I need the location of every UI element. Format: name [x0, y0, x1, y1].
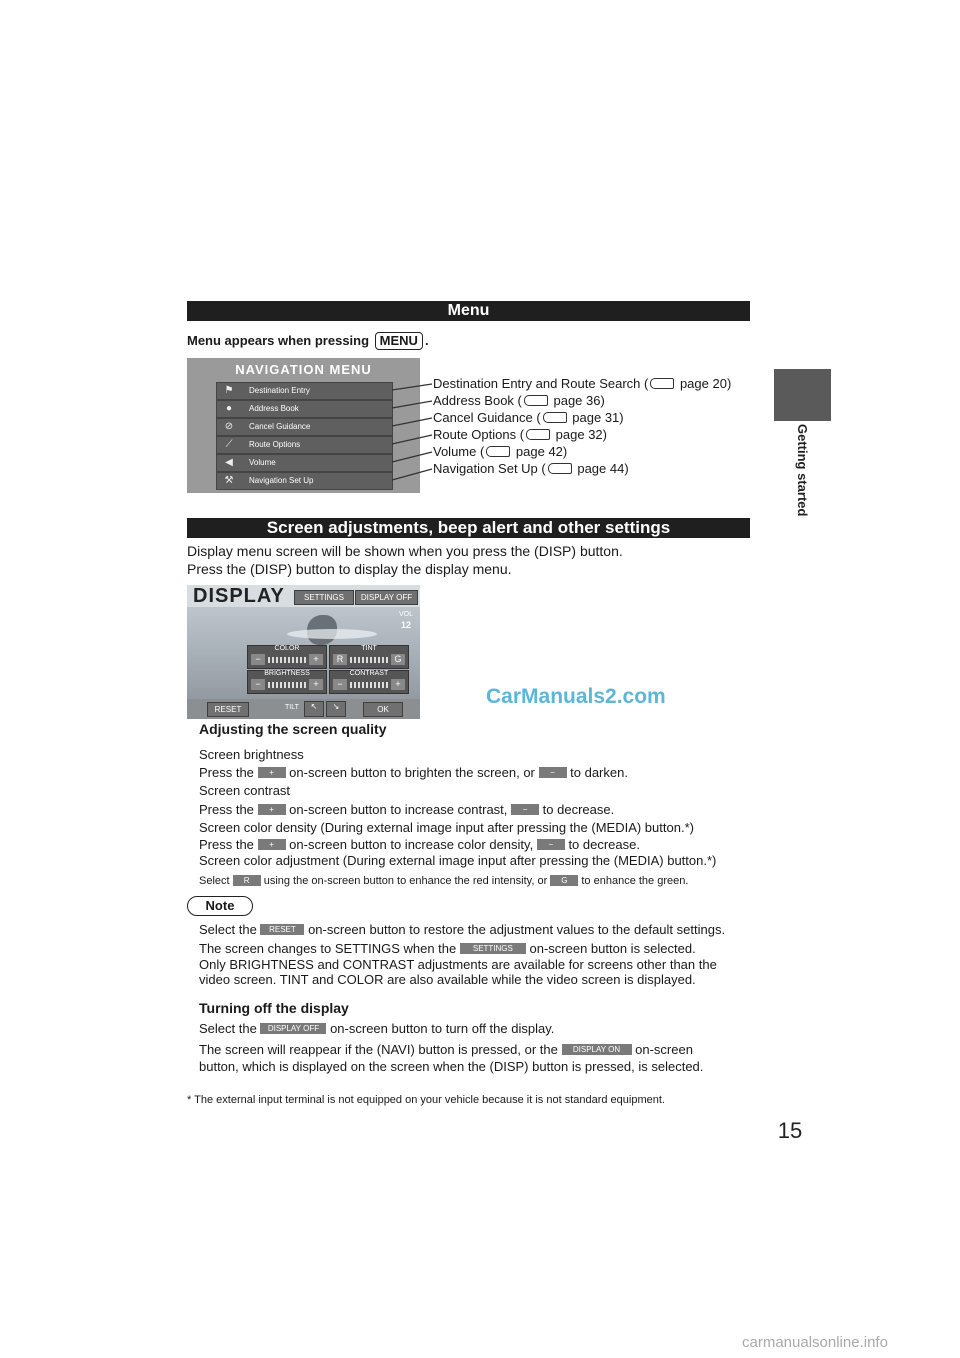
- menu-key-icon: MENU: [375, 332, 423, 350]
- nav-item-cancel-guidance: ⊘ Cancel Guidance: [216, 418, 393, 436]
- menu-intro: Menu appears when pressing MENU .: [187, 333, 429, 348]
- display-intro-line2: Press the (DISP) button to display the display menu.: [187, 561, 512, 577]
- density-title: Screen color density (During external image input after pressing the (MEDIA) button.*): [199, 820, 694, 835]
- navigation-menu-screenshot: [187, 358, 420, 493]
- display-off-button: DISPLAY OFF: [355, 590, 418, 605]
- cancel-icon: ⊘: [224, 421, 234, 432]
- volume-label: VOL: [399, 611, 414, 618]
- nav-item-address-book: ● Address Book: [216, 400, 393, 418]
- ok-button: OK: [363, 702, 403, 717]
- settings-button: SETTINGS: [294, 590, 354, 605]
- note-availability-1: Only BRIGHTNESS and CONTRAST adjustments are available for screens other than the: [199, 957, 717, 972]
- note-availability-2: video screen. TINT and COLOR are also available while the video screen is displayed.: [199, 972, 696, 987]
- reset-button-icon: RESET: [260, 924, 304, 935]
- contrast-control: CONTRAST − +: [329, 670, 409, 694]
- callout-navigation-set-up: Navigation Set Up ( page 44): [433, 461, 629, 476]
- hand-pointer-icon: [543, 412, 567, 423]
- note-label: Note: [187, 896, 253, 916]
- hand-pointer-icon: [526, 429, 550, 440]
- settings-button-icon: SETTINGS: [460, 943, 526, 954]
- turn-off-instruction: Select the DISPLAY OFF on-screen button to turn off the display.: [199, 1021, 555, 1036]
- red-button-icon: R: [233, 875, 261, 886]
- turn-off-heading: Turning off the display: [199, 1000, 349, 1016]
- nav-item-destination-entry: ⚑ Destination Entry: [216, 382, 393, 400]
- display-menu-screenshot: [187, 585, 420, 719]
- green-button-icon: G: [550, 875, 578, 886]
- minus-button-icon: −: [539, 767, 567, 778]
- hand-pointer-icon: [486, 446, 510, 457]
- reappear-instruction: The screen will reappear if the (NAVI) button is pressed, or the DISPLAY ON on-screen: [199, 1042, 693, 1057]
- contrast-instruction: Press the + on-screen button to increase contrast, − to decrease.: [199, 802, 615, 817]
- reappear-instruction-2: button, which is displayed on the screen when the (DISP) button is pressed, is selected.: [199, 1059, 704, 1074]
- flag-icon: ⚑: [224, 385, 234, 396]
- hand-pointer-icon: [650, 378, 674, 389]
- screen-section-header: Screen adjustments, beep alert and other settings: [187, 518, 750, 538]
- section-label: Getting started: [795, 424, 810, 517]
- minus-button-icon: −: [537, 839, 565, 850]
- reset-button: RESET: [207, 702, 249, 717]
- callout-destination-entry: Destination Entry and Route Search ( page 20): [433, 376, 732, 391]
- tilt-down-icon: ↘: [326, 701, 346, 717]
- contrast-title: Screen contrast: [199, 783, 291, 798]
- color-adjustment-title: Screen color adjustment (During external image input after pressing the (MEDIA) button.*): [199, 853, 717, 868]
- minus-button-icon: −: [511, 804, 539, 815]
- brightness-title: Screen brightness: [199, 747, 304, 762]
- callout-route-options: Route Options ( page 32): [433, 427, 607, 442]
- volume-value: 12: [401, 620, 412, 630]
- nav-item-volume: ◀ Volume: [216, 454, 393, 472]
- density-instruction: Press the + on-screen button to increase color density, − to decrease.: [199, 837, 640, 852]
- hand-pointer-icon: [548, 463, 572, 474]
- route-icon: ⟋: [225, 439, 233, 450]
- tilt-label: TILT: [285, 704, 299, 711]
- page-number: 15: [777, 1118, 803, 1143]
- wrench-icon: ⚒: [224, 475, 234, 486]
- footnote: * The external input terminal is not equipped on your vehicle because it is not standard equipment.: [187, 1094, 665, 1106]
- tint-control: TINT R G: [329, 645, 409, 669]
- color-control: COLOR − +: [247, 645, 327, 669]
- section-tab-marker: [774, 369, 831, 421]
- bottom-watermark: carmanualsonline.info: [742, 1334, 888, 1351]
- callout-address-book: Address Book ( page 36): [433, 393, 605, 408]
- plus-button-icon: +: [258, 804, 286, 815]
- nav-item-route-options: ⟋ Route Options: [216, 436, 393, 454]
- hand-pointer-icon: [524, 395, 548, 406]
- callout-cancel-guidance: Cancel Guidance ( page 31): [433, 410, 624, 425]
- watermark-text: CarManuals2.com: [486, 685, 666, 708]
- adjust-heading: Adjusting the screen quality: [199, 721, 387, 737]
- tilt-up-icon: ↖: [304, 701, 324, 717]
- note-settings: The screen changes to SETTINGS when the SETTINGS on-screen button is selected.: [199, 941, 696, 956]
- person-icon: ●: [225, 403, 233, 414]
- callout-volume: Volume ( page 42): [433, 444, 568, 459]
- display-off-button-icon: DISPLAY OFF: [260, 1023, 326, 1034]
- display-on-button-icon: DISPLAY ON: [562, 1044, 632, 1055]
- menu-section-header: Menu: [187, 301, 750, 321]
- plus-button-icon: +: [258, 839, 286, 850]
- brightness-control: BRIGHTNESS − +: [247, 670, 327, 694]
- plus-button-icon: +: [258, 767, 286, 778]
- color-adjustment-instruction: Select R using the on-screen button to enhance the red intensity, or G to enhance the green.: [199, 875, 689, 887]
- callout-leader-lines: [390, 375, 435, 485]
- nav-menu-title: NAVIGATION MENU: [235, 362, 372, 377]
- display-screen-title: DISPLAY: [193, 585, 285, 607]
- nav-item-navigation-set-up: ⚒ Navigation Set Up: [216, 472, 393, 490]
- note-reset: Select the RESET on-screen button to restore the adjustment values to the default settings.: [199, 922, 726, 937]
- brightness-instruction: Press the + on-screen button to brighten the screen, or − to darken.: [199, 765, 628, 780]
- display-intro-line1: Display menu screen will be shown when you press the (DISP) button.: [187, 543, 623, 559]
- speaker-icon: ◀: [225, 457, 233, 468]
